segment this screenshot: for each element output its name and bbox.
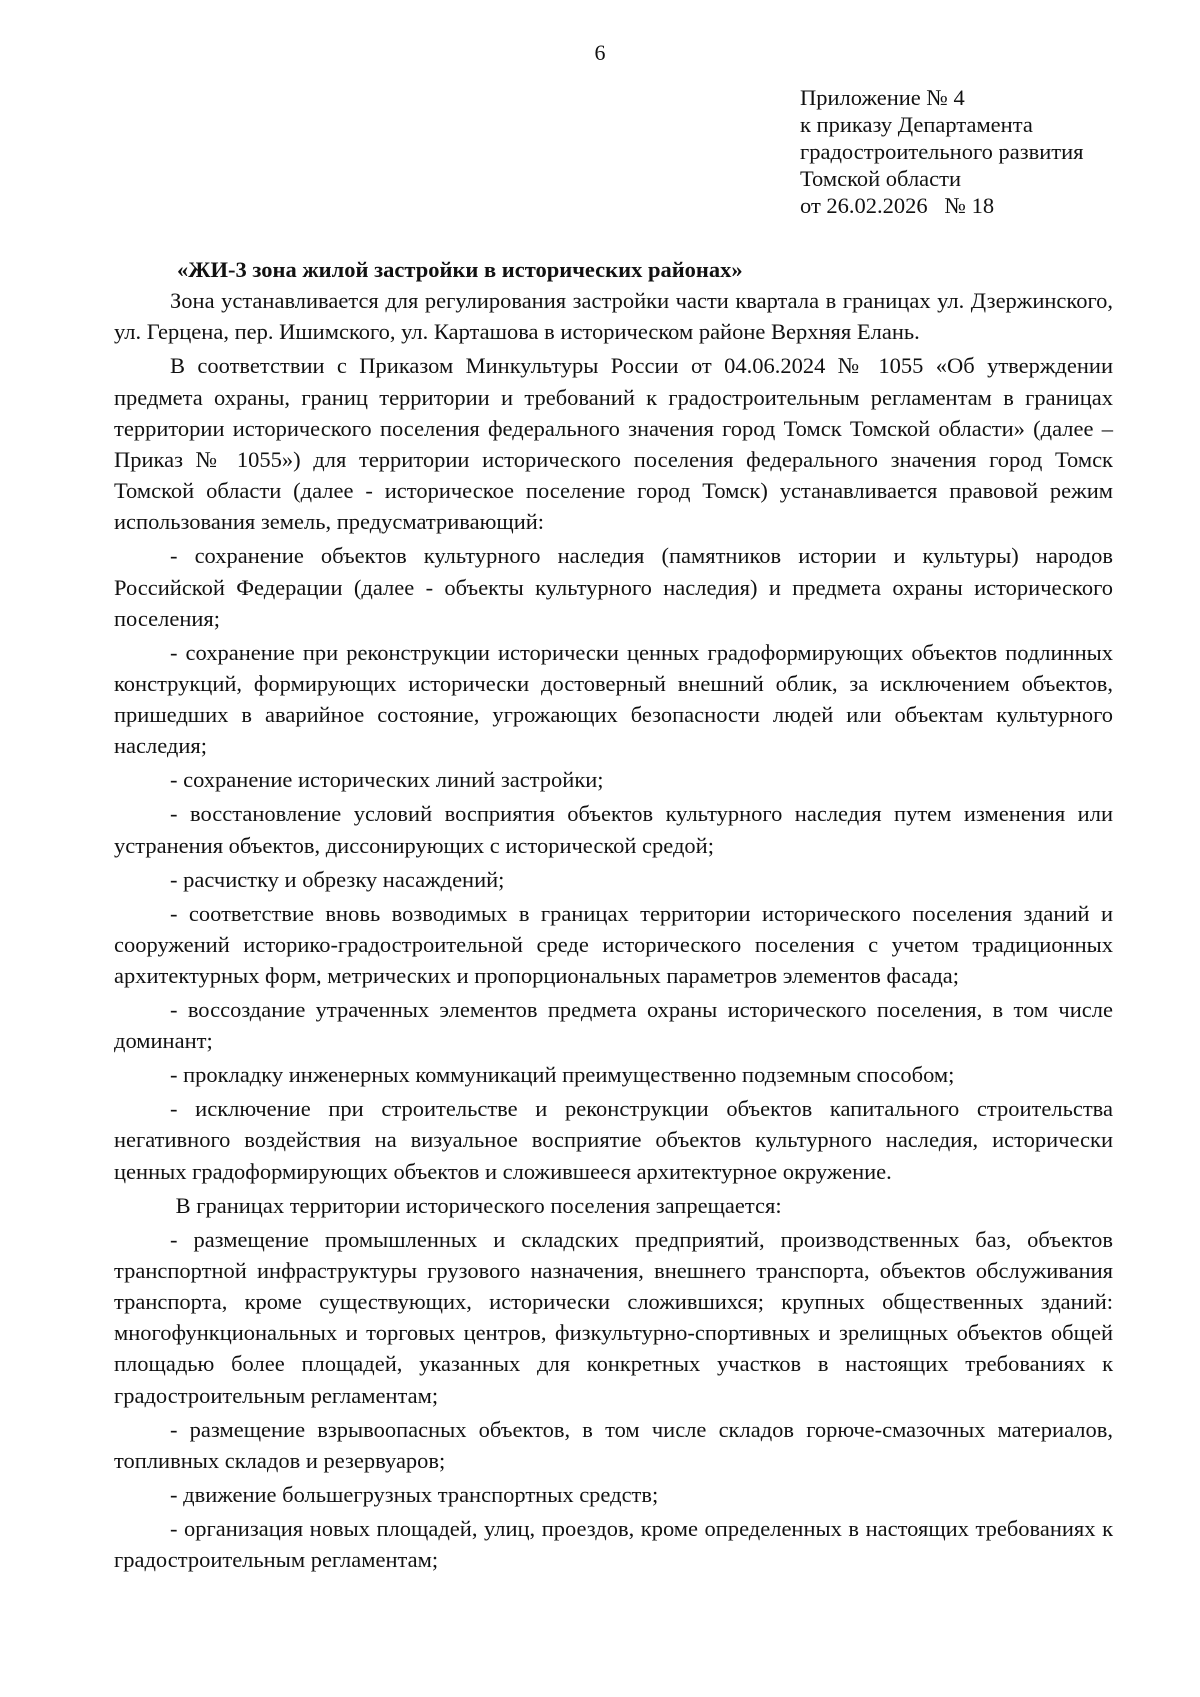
zone-title: «ЖИ-3 зона жилой застройки в исторических районах» bbox=[177, 257, 743, 282]
paragraph: - расчистку и обрезку насаждений; bbox=[170, 866, 505, 892]
paragraph: В соответствии с Приказом Минкультуры России от 04.06.2024 № 1055 «Об утверждении предмета охраны, границ территории и требований к градостроительным регламентам в границах территории исторического поселения федерального значения город Томск Томской области» (далее – Приказ № 1055») для территории исторического поселения федерального значения город Томск Томской области (далее - историческое поселение город Томск) устанавливается правовой режим использования земель, предусматривающий: bbox=[114, 353, 1113, 535]
annex-line: к приказу Департамента bbox=[800, 112, 1033, 137]
annex-line: градостроительного развития bbox=[800, 139, 1084, 164]
annex-line: от 26.02.2026 № 18 bbox=[800, 193, 995, 218]
paragraph: В границах территории исторического поселения запрещается: bbox=[170, 1192, 782, 1218]
paragraph: - размещение промышленных и складских предприятий, производственных баз, объектов транспортной инфраструктуры грузового назначения, внешнего транспорта, объектов обслуживания транспорта, кроме существующих, исторически сложившихся; крупных общественных зданий: многофункциональных и торговых центров, физкультурно-спортивных и зрелищных объектов общей площадью более площадей, указанных для конкретных участков в настоящих требованиях к градостроительным регламентам; bbox=[114, 1226, 1113, 1408]
paragraph: - восстановление условий восприятия объектов культурного наследия путем изменения или устранения объектов, диссонирующих с исторической средой; bbox=[114, 801, 1113, 858]
paragraph: - организация новых площадей, улиц, проездов, кроме определенных в настоящих требованиях к градостроительным регламентам; bbox=[114, 1515, 1113, 1573]
paragraph: - соответствие вновь возводимых в границах территории исторического поселения зданий и сооружений историко-градостроительной среде исторического поселения с учетом традиционных архитектурных форм, метрических и пропорциональных параметров элементов фасада; bbox=[114, 900, 1113, 989]
paragraph: - движение большегрузных транспортных средств; bbox=[170, 1481, 659, 1507]
paragraph: - сохранение объектов культурного наследия (памятников истории и культуры) народов Российской Федерации (далее - объекты культурного наследия) и предмета охраны исторического поселения; bbox=[114, 543, 1113, 631]
annex-line: Томской области bbox=[800, 166, 962, 191]
annex-block bbox=[800, 84, 1160, 219]
page-number: 6 bbox=[594, 40, 606, 65]
paragraph: Зона устанавливается для регулирования застройки части квартала в границах ул. Дзержинского, ул. Герцена, пер. Ишимского, ул. Карташова в историческом районе Верхняя Елань. bbox=[114, 288, 1113, 345]
annex-line: Приложение № 4 bbox=[800, 85, 965, 110]
paragraph: - исключение при строительстве и реконструкции объектов капитального строительства негативного воздействия на визуальное восприятие объектов культурного наследия, исторически ценных градоформирующих объектов и сложившееся архитектурное окружение. bbox=[114, 1096, 1113, 1184]
paragraph: - воссоздание утраченных элементов предмета охраны исторического поселения, в том числе доминант; bbox=[114, 997, 1113, 1054]
paragraph: - прокладку инженерных коммуникаций преимущественно подземным способом; bbox=[170, 1062, 955, 1088]
paragraph: - сохранение при реконструкции исторически ценных градоформирующих объектов подлинных конструкций, формирующих исторически достоверный внешний облик, за исключением объектов, пришедших в аварийное состояние, угрожающих безопасности людей или объектам культурного наследия; bbox=[114, 639, 1113, 759]
document-body bbox=[114, 254, 1113, 1578]
paragraph: - размещение взрывоопасных объектов, в том числе складов горюче-смазочных материалов, топливных складов и резервуаров; bbox=[114, 1416, 1113, 1473]
paragraph: - сохранение исторических линий застройки; bbox=[170, 767, 604, 793]
